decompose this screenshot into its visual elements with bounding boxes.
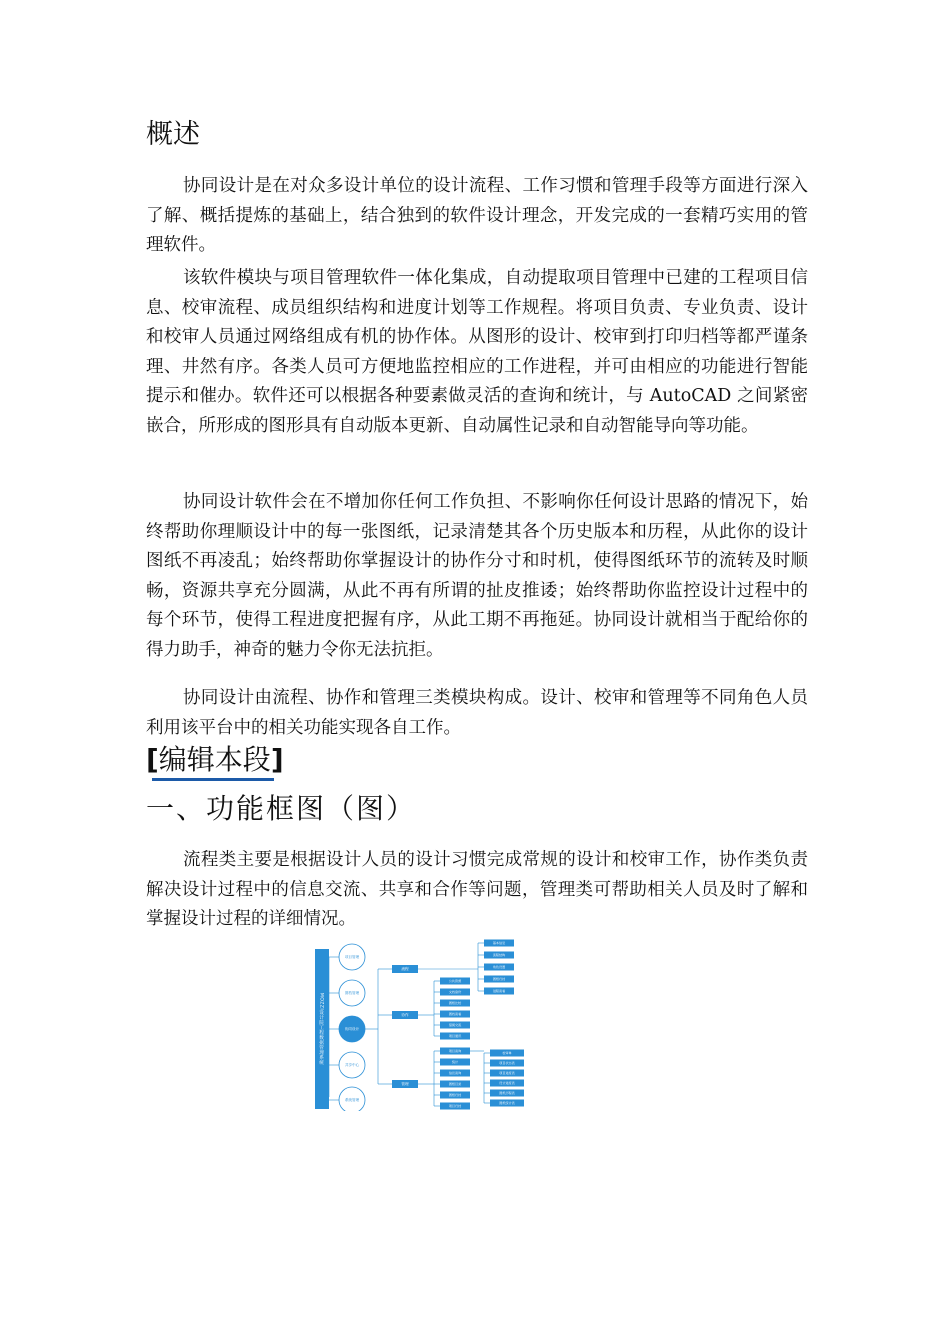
diagram-branch-label: 流程: [401, 967, 409, 971]
section1-paragraph: 流程类主要是根据设计人员的设计习惯完成常规的设计和校审工作，协作类负责解决设计过程中的信息交流、共享和合作等问题，管理类可帮助相关人员及时了解和掌握设计过程的详细情况。: [146, 850, 808, 930]
diagram-leaf-label: 设计进度表: [499, 1081, 515, 1085]
edit-link-underline: [152, 778, 274, 781]
edit-link-label[interactable]: 编辑本段: [158, 743, 271, 776]
diagram-circle-label: 项目管理: [344, 955, 360, 959]
overview-paragraph-1: 协同设计是在对众多设计单位的设计流程、工作习惯和管理手段等方面进行深入了解、概括提炼的基础上，结合独到的软件设计理念，开发完成的一套精巧实用的管理软件。: [146, 176, 808, 256]
diagram-leaf-label: 图档查看: [448, 1012, 462, 1016]
diagram-leaf-label: 文档备份: [448, 990, 462, 994]
diagram-root-label: MOZZI设计院工程数据管理系统: [318, 992, 324, 1066]
diagram-leaf-label: 流程结构: [492, 953, 506, 957]
diagram-leaf-label: 图纸统计表: [499, 1101, 515, 1105]
overview-heading: 概述: [146, 119, 200, 150]
diagram-leaf-label: 项目进度表: [499, 1071, 515, 1075]
function-block-diagram: [314, 937, 528, 1111]
diagram-leaf-label: 图纸目录: [448, 1082, 462, 1086]
diagram-leaf-label: 图纸归档: [492, 977, 506, 981]
edit-link-close-bracket: ]: [270, 743, 284, 776]
overview-paragraph-4: 协同设计由流程、协作和管理三类模块构成。设计、校审和管理等不同角色人员利用该平台中的相关功能实现各自工作。: [146, 688, 808, 738]
diagram-leaf-label: 借阅交流: [448, 1023, 462, 1027]
diagram-branch-label: 协作: [401, 1013, 409, 1017]
diagram-leaf-label: 基本信息: [492, 941, 506, 945]
diagram-leaf-label: 进程查看: [492, 989, 506, 993]
diagram-leaf-label: 项目状态表: [499, 1061, 515, 1065]
diagram-branch-label: 管理: [401, 1082, 409, 1086]
overview-paragraph-2: 该软件模块与项目管理软件一体化集成，自动提取项目管理中已建的工程项目信息、校审流程、成员组织结构和进度计划等工作规程。将项目负责、专业负责、设计和校审人员通过网络组成有机的协作体。从图形的设计、校审到打印归档等都严谨条理、井然有序。各类人员可方便地监控相应的工作进程，并可由相应的功能进行智能提示和催办。软件还可以根据各种要素做灵活的查询和统计，与 AutoCAD 之间紧密嵌合，所形成的图形具有自动版本更新、自动属性记录和自动智能导向等功能。: [146, 268, 808, 436]
diagram-leaf-label: 信息查询: [448, 1071, 462, 1075]
diagram-circle-label: 共享中心: [344, 1063, 360, 1067]
diagram-leaf-label: 图纸比较: [448, 1001, 462, 1005]
diagram-leaf-label: 图纸历程表: [499, 1091, 515, 1095]
diagram-leaf-label: 项目通讯: [448, 1034, 462, 1038]
section1-heading: 一、功能框图（图）: [146, 792, 417, 825]
diagram-leaf-label: 角色设置: [492, 965, 506, 969]
diagram-leaf-label: 统计: [451, 1060, 459, 1064]
edit-section-link[interactable]: [146, 738, 284, 778]
overview-paragraph-3: 协同设计软件会在不增加你任何工作负担、不影响你任何设计思路的情况下，始终帮助你理顺设计中的每一张图纸，记录清楚其各个历史版本和历程，从此你的设计图纸不再凌乱；始终帮助你掌握设计的协作分寸和时机，使得图纸环节的流转及时顺畅，资源共享充分圆满，从此不再有所谓的扯皮推诿；始终帮助你监控设计过程中的每个环节，使得工程进度把握有序，从此工期不再拖延。协同设计就相当于配给你的得力助手，神奇的魅力令你无法抗拒。: [146, 492, 808, 660]
diagram-leaf-label: 图纸归档: [448, 1093, 462, 1097]
diagram-leaf-label: 公共资源: [448, 979, 462, 983]
edit-link-open-bracket: [: [146, 743, 159, 776]
diagram-circle-label: 协同设计: [344, 1027, 360, 1031]
diagram-circle-label: 图档管理: [344, 991, 360, 995]
diagram-leaf-label: 项目查询: [448, 1049, 462, 1053]
diagram-leaf-label: 项目归档: [448, 1104, 462, 1108]
diagram-leaf-label: 校审单: [502, 1051, 512, 1055]
diagram-circle-label: 系统管理: [344, 1098, 360, 1102]
